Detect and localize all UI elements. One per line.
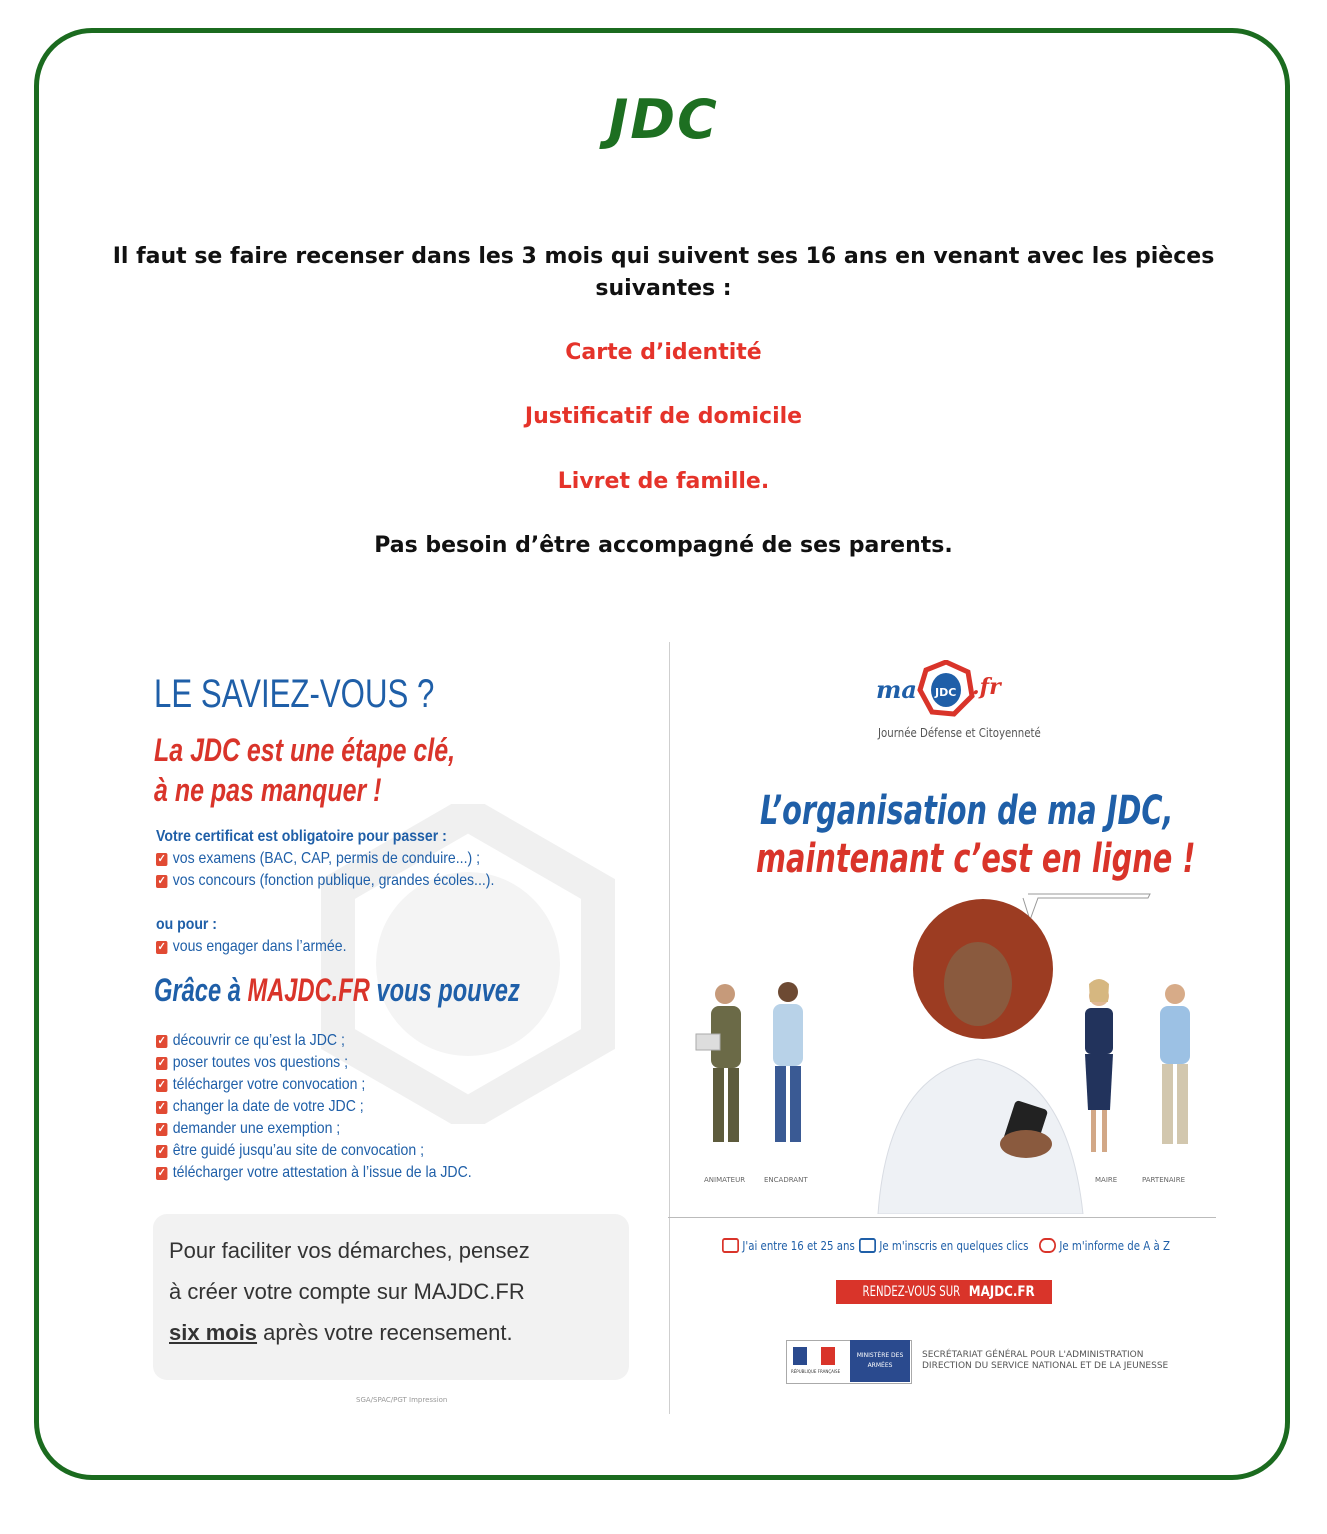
supervisor-figure (773, 982, 803, 1142)
ministry-logo: MINISTÈRE DES ARMÉES (850, 1340, 910, 1382)
army-item: ✓ vous engager dans l’armée. (157, 938, 347, 955)
person-label: ANIMATEUR (704, 1176, 746, 1184)
benefit-item: ✓ télécharger votre convocation ; (157, 1076, 366, 1093)
headline-line-2: maintenant c’est en ligne ! (756, 836, 1196, 882)
requirement-proof-of-address: Justificatif de domicile (524, 404, 803, 429)
laptop-icon (859, 1238, 876, 1253)
logo-fr: .fr (972, 674, 1001, 700)
people-illustration (678, 884, 1198, 1214)
main-woman-figure (878, 899, 1083, 1214)
checkbox-icon: ✓ (157, 1056, 166, 1069)
checkbox-icon: ✓ (157, 852, 166, 865)
jdc-flyer (118, 634, 1200, 1414)
person-label: ENCADRANT (764, 1176, 808, 1184)
checkbox-icon: ✓ (157, 1122, 166, 1135)
six-months-emphasis: six mois (169, 1320, 258, 1345)
republic-label: RÉPUBLIQUE FRANÇAISE (791, 1369, 841, 1374)
partner-figure (1160, 984, 1190, 1144)
logo-subtitle: Journée Défense et Citoyenneté (878, 726, 1041, 740)
headline-line-1: L’organisation de ma JDC, (760, 788, 1174, 834)
requirement-family-booklet: Livret de famille. (557, 469, 770, 494)
account-tip-text: Pour faciliter vos démarches, pensez à créer votre compte sur MAJDC.FR six mois après votre recensement. (169, 1238, 530, 1345)
intro-text: Il faut se faire recenser dans les 3 mois qui suivent ses 16 ans en venant avec les pièces suivantes : (112, 244, 1215, 301)
majdc-cta-button[interactable]: RENDEZ-VOUS SURMAJDC.FR (836, 1280, 1052, 1304)
flyer-left-heading: LE SAVIEZ-VOUS ? (154, 672, 435, 716)
benefit-item: ✓ être guidé jusqu’au site de convocation ; (157, 1142, 424, 1159)
person-label: PARTENAIRE (1142, 1176, 1185, 1184)
flyer-tagline-line-2: à ne pas manquer ! (154, 772, 382, 808)
certificate-item: ✓ vos examens (BAC, CAP, permis de conduire...) ; (157, 850, 481, 867)
or-label: ou pour : (156, 916, 217, 933)
parents-note: Pas besoin d’être accompagné de ses parents. (374, 533, 953, 558)
certificate-intro: Votre certificat est obligatoire pour passer : (156, 828, 447, 845)
people-icon (722, 1238, 739, 1253)
flyer-tagline-line-1: La JDC est une étape clé, (154, 732, 456, 768)
certificate-item: ✓ vos concours (fonction publique, grandes écoles...). (157, 872, 495, 889)
benefit-item: ✓ changer la date de votre JDC ; (157, 1098, 364, 1115)
benefit-item: ✓ découvrir ce qu’est la JDC ; (157, 1032, 345, 1049)
chat-icon (1039, 1238, 1056, 1253)
checkbox-icon: ✓ (157, 1166, 166, 1179)
majdc-logo (874, 660, 1024, 720)
soldier-figure (696, 984, 741, 1142)
checkbox-icon: ✓ (157, 1100, 166, 1113)
checkbox-icon: ✓ (157, 1144, 166, 1157)
sga-text: SECRÉTARIAT GÉNÉRAL POUR L'ADMINISTRATION DIRECTION DU SERVICE NATIONAL ET DE LA JEUNESSE (922, 1350, 1169, 1371)
benefit-item: ✓ poser toutes vos questions ; (157, 1054, 349, 1071)
requirement-id-card: Carte d’identité (565, 340, 762, 365)
checkbox-icon: ✓ (157, 1078, 166, 1091)
print-note: SGA/SPAC/PGT Impression (356, 1396, 448, 1404)
grace-heading: Grâce à MAJDC.FR vous pouvez (154, 972, 520, 1008)
checkbox-icon: ✓ (157, 940, 166, 953)
benefit-item: ✓ télécharger votre attestation à l’issue de la JDC. (157, 1164, 472, 1181)
divider (668, 1217, 1216, 1218)
feature-info: Je m'informe de A à Z (1039, 1238, 1170, 1253)
feature-signup: Je m'inscris en quelques clics (859, 1238, 1028, 1253)
logo-ma: ma (876, 675, 917, 704)
page-title: JDC (608, 88, 719, 151)
checkbox-icon: ✓ (157, 874, 166, 887)
french-flag-icon (793, 1347, 835, 1365)
benefit-item: ✓ demander une exemption ; (157, 1120, 341, 1137)
checkbox-icon: ✓ (157, 1034, 166, 1047)
flyer-tagline (154, 730, 455, 810)
mayor-figure (1085, 979, 1113, 1152)
logo-jdc: JDC (935, 686, 957, 699)
flyer-fold-line (669, 642, 670, 1414)
feature-age: J'ai entre 16 et 25 ans (722, 1238, 855, 1253)
person-label: MAIRE (1095, 1176, 1118, 1184)
account-tip-box (153, 1214, 629, 1380)
